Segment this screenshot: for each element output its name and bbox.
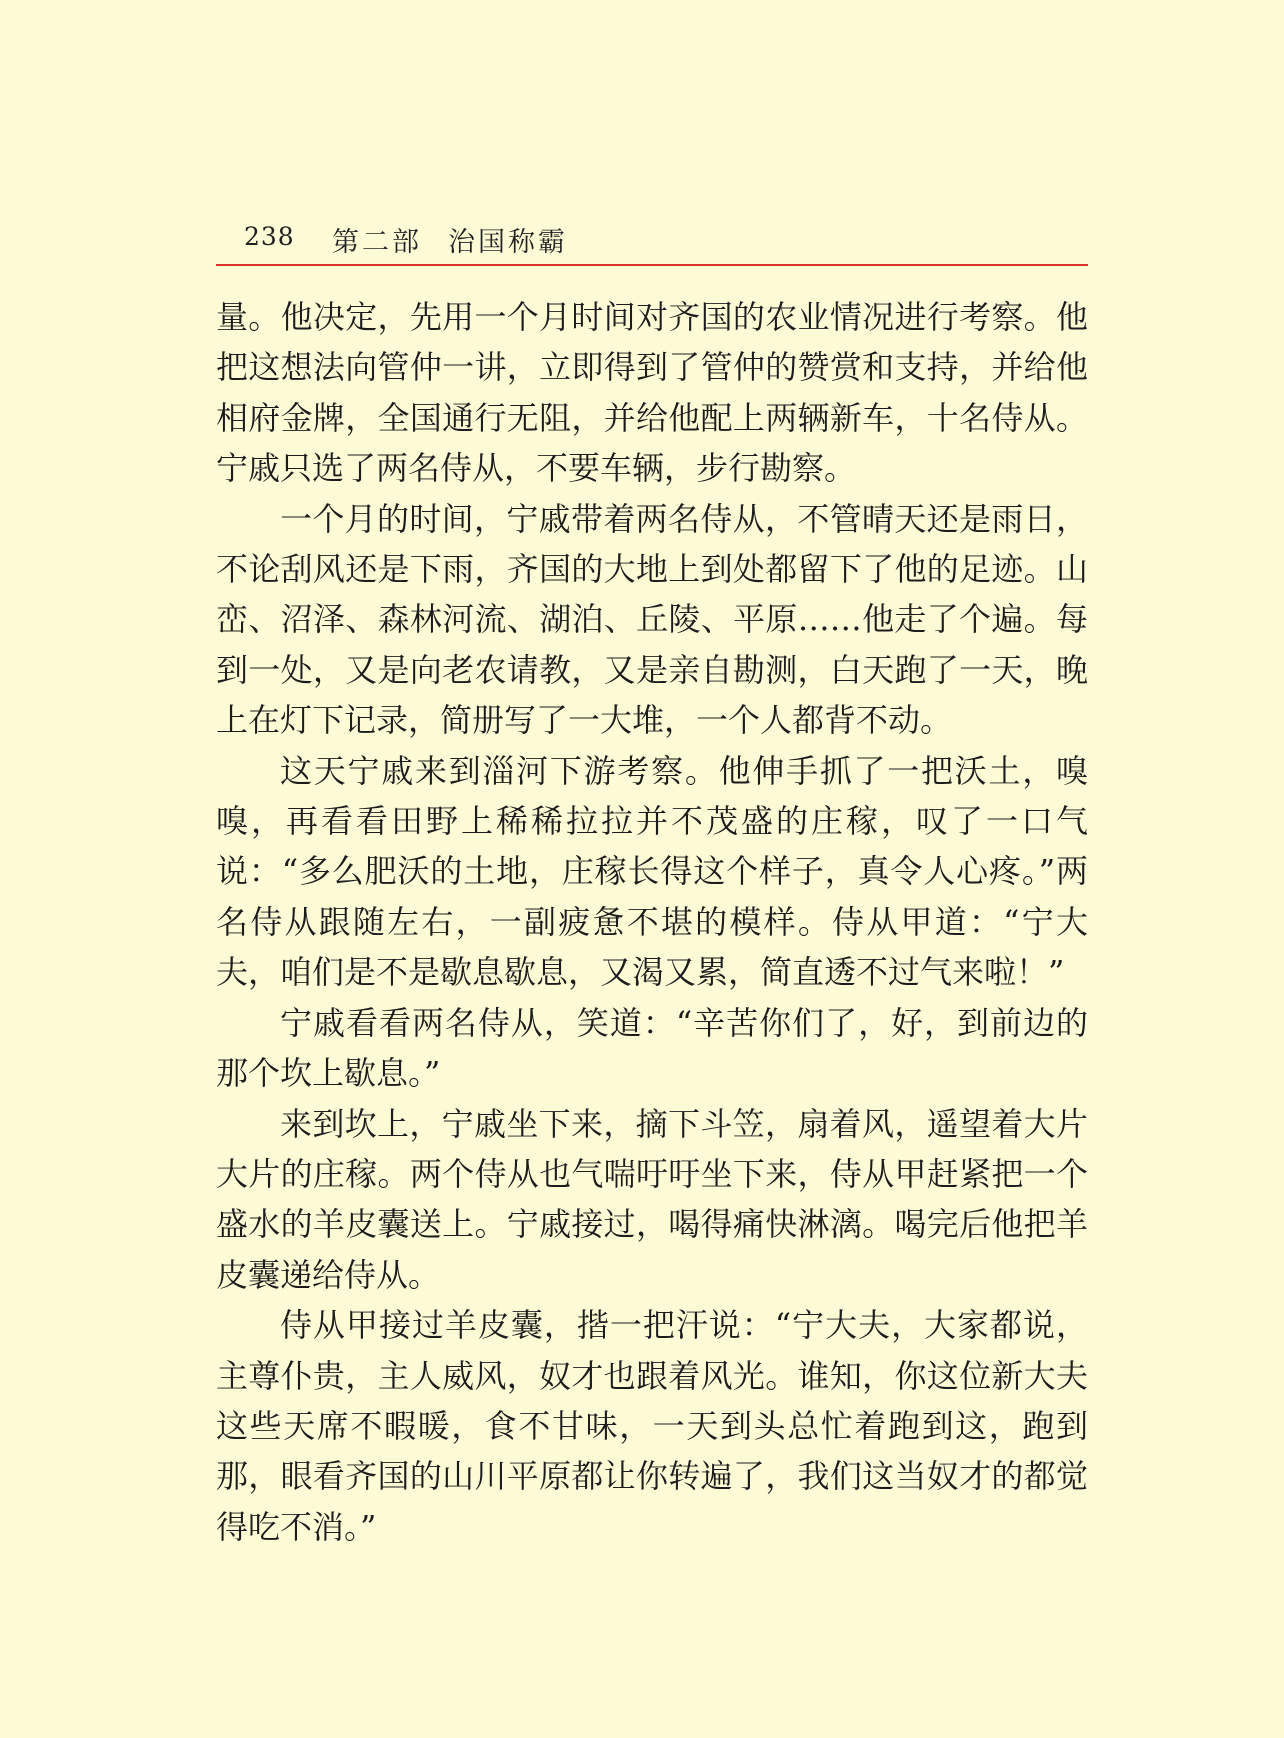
chapter-title: 治国称霸 [448,227,568,258]
header-rule [216,264,1088,266]
paragraph: 侍从甲接过羊皮囊，揩一把汗说：“宁大夫，大家都说，主尊仆贵，主人威风，奴才也跟着风光。谁知，你这位新大夫这些天席不暇暖，食不甘味，一天到头总忙着跑到这，跑到那，眼看齐国的山川平原都让你转遍了，我们这当奴才的都觉得吃不消。” [216,1306,1088,1546]
paragraph: 一个月的时间，宁戚带着两名侍从，不管晴天还是雨日，不论刮风还是下雨，齐国的大地上到处都留下了他的足迹。山峦、沼泽、森林河流、湖泊、丘陵、平原……他走了个遍。每到一处，又是向老农请教，又是亲自勘测，白天跑了一天，晚上在灯下记录，简册写了一大堆，一个人都背不动。 [216,499,1088,740]
part-title: 第二部 [332,227,422,258]
paragraph: 量。他决定，先用一个月时间对齐国的农业情况进行考察。他把这想法向管仲一讲，立即得到了管仲的赞赏和支持，并给他相府金牌，全国通行无阻，并给他配上两辆新车，十名侍从。宁戚只选了两名侍从，不要车辆，步行勘察。 [216,298,1088,488]
body-text [216,292,1088,1552]
paragraph: 宁戚看看两名侍从，笑道：“辛苦你们了，好，到前边的那个坎上歇息。” [216,1003,1088,1093]
page-number: 238 [244,222,295,251]
running-head [216,218,1088,258]
paragraph: 这天宁戚来到淄河下游考察。他伸手抓了一把沃土，嗅嗅，再看看田野上稀稀拉拉并不茂盛的庄稼，叹了一口气说：“多么肥沃的土地，庄稼长得这个样子，真令人心疼。”两名侍从跟随左右，一副疲惫不堪的模样。侍从甲道：“宁大夫，咱们是不是歇息歇息，又渴又累，简直透不过气来啦！” [216,751,1088,992]
paragraph: 来到坎上，宁戚坐下来，摘下斗笠，扇着风，遥望着大片大片的庄稼。两个侍从也气喘吁吁坐下来，侍从甲赶紧把一个盛水的羊皮囊送上。宁戚接过，喝得痛快淋漓。喝完后他把羊皮囊递给侍从。 [216,1104,1088,1294]
